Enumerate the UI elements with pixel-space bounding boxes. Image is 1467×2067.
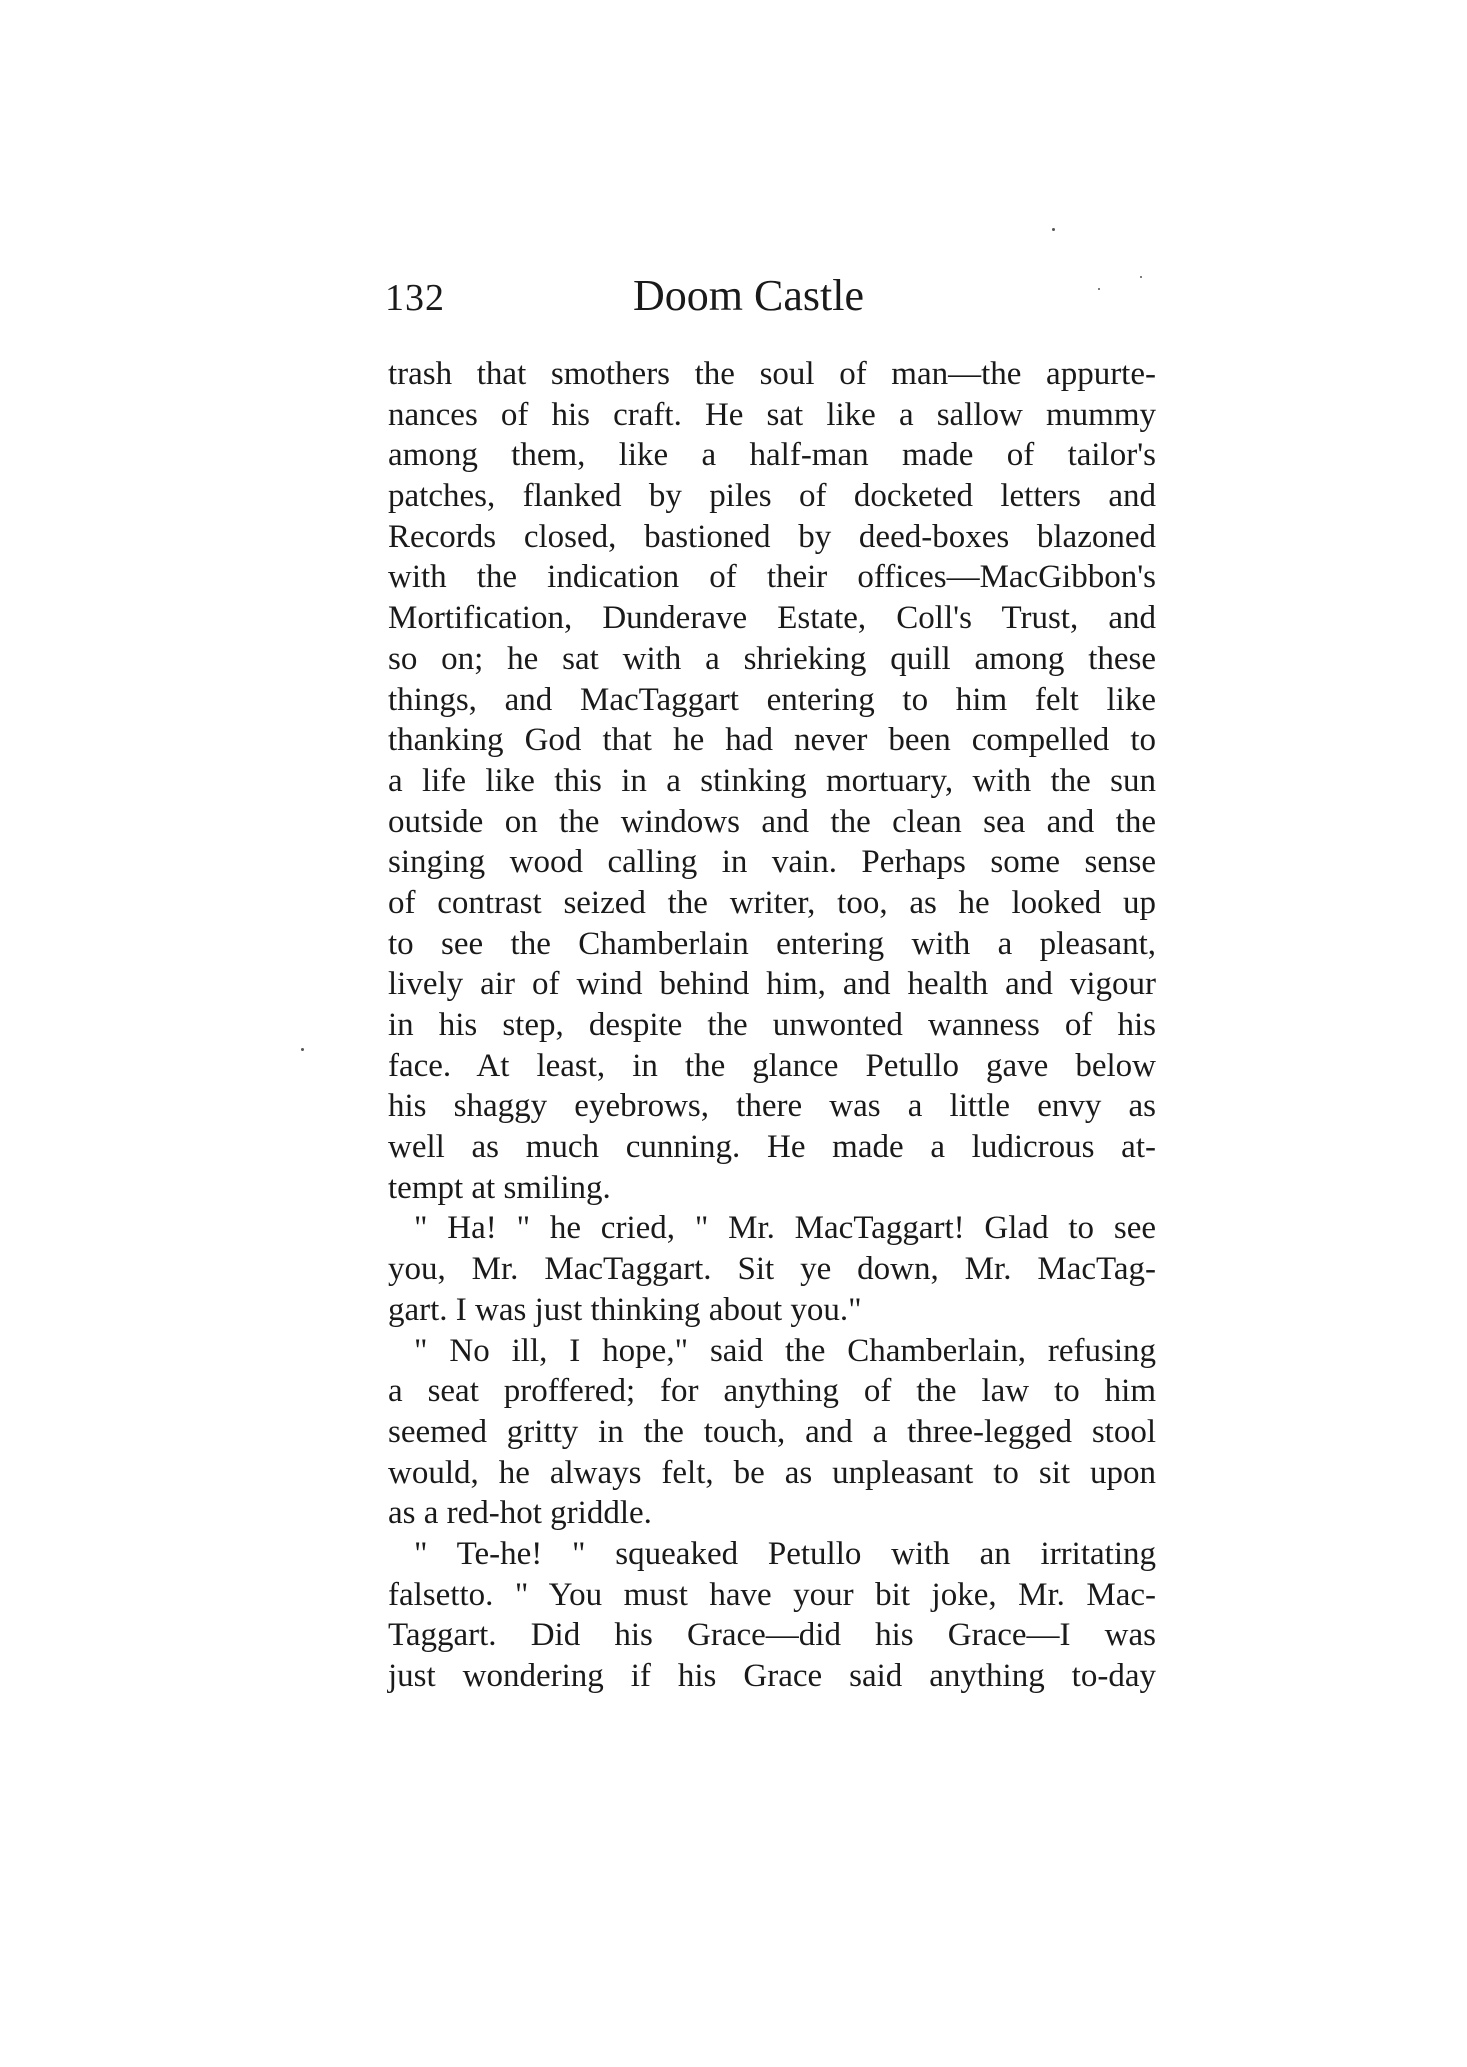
text-line: Records closed, bastioned by deed-boxes blazoned xyxy=(388,518,1156,555)
text-line: well as much cunning. He made a ludicrous at- xyxy=(388,1129,1156,1166)
ink-speck xyxy=(301,1048,304,1051)
text-line: of contrast seized the writer, too, as he looked up xyxy=(388,884,1156,921)
text-line: his shaggy eyebrows, there was a little envy as xyxy=(388,1088,1156,1125)
text-line: just wondering if his Grace said anything to-day xyxy=(388,1658,1156,1694)
text-line: a life like this in a stinking mortuary, with the sun xyxy=(388,762,1156,799)
ink-speck xyxy=(1052,228,1055,231)
text-line: seemed gritty in the touch, and a three-legged stool xyxy=(388,1413,1156,1450)
ink-speck xyxy=(1098,288,1100,290)
text-line: " Ha! " he cried, " Mr. MacTaggart! Glad to see xyxy=(414,1210,1156,1247)
running-title: Doom Castle xyxy=(633,271,864,320)
text-line: tempt at smiling. xyxy=(388,1169,611,1206)
text-line: gart. I was just thinking about you." xyxy=(388,1291,862,1328)
text-line: patches, flanked by piles of docketed letters and xyxy=(388,478,1156,515)
text-line: you, Mr. MacTaggart. Sit ye down, Mr. MacTag- xyxy=(388,1251,1156,1288)
text-line: with the indication of their offices—MacGibbon's xyxy=(388,559,1156,596)
text-line: to see the Chamberlain entering with a pleasant, xyxy=(388,925,1156,962)
text-line: falsetto. " You must have your bit joke, Mr. Mac- xyxy=(388,1576,1156,1613)
ink-speck xyxy=(1140,276,1142,278)
text-line: among them, like a half-man made of tailor's xyxy=(388,437,1156,474)
text-line: outside on the windows and the clean sea and the xyxy=(388,803,1156,840)
text-line: Taggart. Did his Grace—did his Grace—I was xyxy=(388,1617,1156,1654)
text-line: " No ill, I hope," said the Chamberlain, refusing xyxy=(414,1332,1156,1369)
text-line: face. At least, in the glance Petullo gave below xyxy=(388,1047,1156,1084)
text-line: nances of his craft. He sat like a sallow mummy xyxy=(388,396,1156,433)
text-line: a seat proffered; for anything of the law to him xyxy=(388,1373,1156,1410)
text-line: would, he always felt, be as unpleasant to sit upon xyxy=(388,1454,1156,1491)
page-number: 132 xyxy=(385,277,445,319)
text-line: in his step, despite the unwonted wanness of his xyxy=(388,1007,1156,1043)
text-line: " Te-he! " squeaked Petullo with an irritating xyxy=(414,1535,1156,1572)
text-line: Mortification, Dunderave Estate, Coll's Trust, and xyxy=(388,600,1156,637)
text-line: trash that smothers the soul of man—the appurte- xyxy=(388,356,1156,392)
text-line: as a red-hot griddle. xyxy=(388,1495,652,1532)
text-line: lively air of wind behind him, and health and vigour xyxy=(388,966,1156,1003)
text-line: thanking God that he had never been compelled to xyxy=(388,722,1156,759)
body-text xyxy=(388,354,1156,1697)
text-line: so on; he sat with a shrieking quill among these xyxy=(388,640,1156,677)
text-line: singing wood calling in vain. Perhaps some sense xyxy=(388,844,1156,881)
text-line: things, and MacTaggart entering to him felt like xyxy=(388,681,1156,718)
